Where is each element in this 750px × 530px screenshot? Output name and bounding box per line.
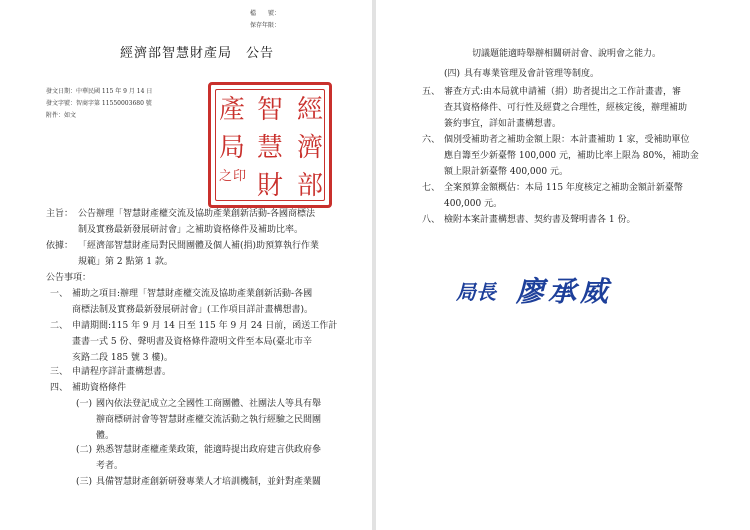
- sub-item-line: 熟悉智慧財產權產業政策，能適時提出政府建言供政府參: [96, 445, 322, 455]
- item-number: 五、: [422, 87, 441, 97]
- official-seal: [208, 82, 332, 208]
- item-number: 六、: [422, 135, 441, 145]
- seal-char: 之: [219, 169, 233, 184]
- item-number: 七、: [422, 183, 441, 193]
- sub-item-number: (三): [76, 477, 93, 487]
- seal-char: 智: [257, 95, 284, 125]
- item-line: 補助資格條件: [72, 383, 127, 393]
- item-line: 個別受補助者之補助金額上限：本計畫補助 1 家，受補助單位: [444, 135, 690, 145]
- basis-line: 規範」第 2 點第 1 款。: [78, 257, 173, 267]
- item-line: 簽約事宜，詳如計畫構想書。: [444, 119, 562, 129]
- seal-char: 濟: [297, 133, 324, 163]
- continued-line: 切議題能適時舉辦相關研討會、說明會之能力。: [472, 49, 662, 59]
- sub-item-line: 國內依法登記成立之全國性工商團體、社團法人等具有舉: [96, 399, 322, 409]
- basis-line: 「經濟部智慧財產局對民間團體及個人補(捐)助預算執行作業: [78, 241, 320, 251]
- item-line: 400,000 元。: [444, 199, 503, 209]
- item-line: 應自籌至少新臺幣 100,000 元，補助比率上限為 80%，補助金: [444, 151, 699, 161]
- seal-char: 局: [219, 133, 246, 163]
- issue-date: 發文日期：中華民國 115 年 9 月 14 日: [46, 88, 153, 95]
- sub-item-line: 具有專業管理及會計管理等制度。: [464, 69, 600, 79]
- item-line: 商標法制及實務最新發展研討會」(工作項目詳計畫構想書)。: [72, 305, 314, 315]
- signature-name: 廖承威: [516, 275, 613, 308]
- item-number: 一、: [50, 289, 69, 299]
- seal-char: 部: [297, 171, 324, 201]
- item-number: 三、: [50, 367, 69, 377]
- seal-char: 經: [297, 95, 324, 125]
- sub-item-line: 辦商標研討會等智慧財產權交流活動之執行經驗之民間團: [96, 415, 322, 425]
- item-line: 申請期間:115 年 9 月 14 日至 115 年 9 月 24 日前，函送工作計: [72, 321, 338, 331]
- sub-item-number: (二): [76, 445, 93, 455]
- sub-item-line: 具備智慧財產創新研發專業人才培訓機制，並針對產業關: [96, 477, 322, 487]
- left-page: [0, 0, 372, 530]
- seal-char: 產: [219, 95, 246, 125]
- page-title: 經濟部智慧財產局 公告: [120, 46, 275, 61]
- attachment-note: 附件：如文: [46, 112, 77, 119]
- subject-line: 公告辦理「智慧財產權交流及協助產業創新活動-各國商標法: [78, 209, 316, 219]
- seal-char: 財: [257, 171, 284, 201]
- right-page: [376, 0, 750, 530]
- retention-label: 保存年限：: [250, 22, 281, 29]
- signature-title: 局長: [456, 280, 496, 304]
- notice-label: 公告事項：: [46, 273, 92, 283]
- item-number: 四、: [50, 383, 69, 393]
- item-number: 八、: [422, 215, 441, 225]
- file-number-label: 檔 號：: [250, 10, 281, 17]
- item-line: 審查方式:由本局就申請補（捐）助者提出之工作計畫書，審: [444, 87, 682, 97]
- basis-label: 依據：: [46, 241, 74, 251]
- item-number: 二、: [50, 321, 69, 331]
- issue-number: 發文字號：智商字第 11550003680 號: [46, 100, 152, 107]
- item-line: 查其資格條件、可行性及經費之合理性，經核定後，辦理補助: [444, 103, 688, 113]
- sub-item-number: (四): [444, 69, 461, 79]
- item-line: 全案預算金額概估：本局 115 年度核定之補助金額計新臺幣: [444, 183, 683, 193]
- seal-char: 慧: [257, 133, 284, 163]
- item-line: 畫書一式 5 份、聲明書及資格條件證明文件至本局(臺北市辛: [72, 337, 312, 347]
- subject-line: 制及實務最新發展研討會」之補助資格條件及補助比率。: [78, 225, 304, 235]
- sub-item-line: 考者。: [96, 461, 124, 471]
- item-line: 檢附本案計畫構想書、契約書及聲明書各 1 份。: [444, 215, 636, 225]
- subject-label: 主旨：: [46, 209, 74, 219]
- sub-item-number: (一): [76, 399, 93, 409]
- item-line: 補助之項目:辦理「智慧財產權交流及協助產業創新活動-各國: [72, 289, 313, 299]
- item-line: 亥路二段 185 號 3 樓)。: [72, 353, 173, 363]
- item-line: 額上限計新臺幣 400,000 元。: [444, 167, 568, 177]
- sub-item-line: 體。: [96, 431, 115, 441]
- item-line: 申請程序詳計畫構想書。: [72, 367, 172, 377]
- seal-char: 印: [233, 169, 247, 184]
